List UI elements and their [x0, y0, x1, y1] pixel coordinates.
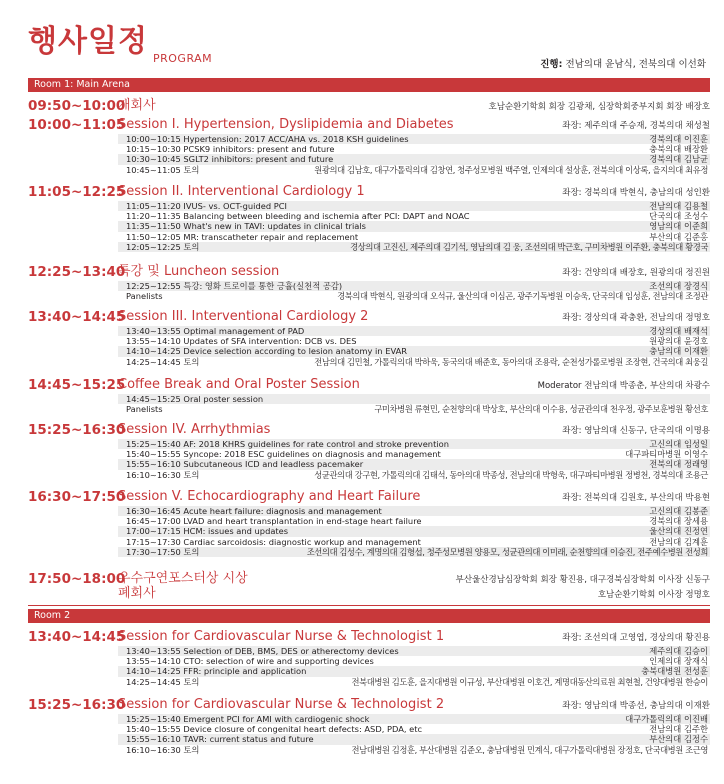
- page-title: 행사일정: [28, 24, 148, 59]
- discussant-list: 구미차병원 류현민, 순천향의대 박상호, 부산의대 이수용, 성균관의대 천우정, 광주보훈병원 황선호: [374, 404, 708, 415]
- room1-block: [28, 308, 710, 369]
- talk-title: Panelists: [126, 404, 163, 415]
- room1-block: [28, 97, 710, 117]
- talk-row: [118, 547, 710, 557]
- talk-title: 13:40~13:55 Selection of DEB, BMS, DES or atherectomy devices: [126, 646, 399, 656]
- talk-row: [118, 357, 710, 367]
- discussant-list: 경상의대 고진신, 제주의대 김기석, 영남의대 김 웅, 조선의대 박근호, 구미차병원 이주환, 충북의대 황경국: [350, 241, 708, 252]
- talk-row: [118, 516, 710, 526]
- session-title-secondary: 폐회사: [118, 586, 156, 601]
- talk-title: 15:40~15:55 Device closure of congenital heart defects: ASD, PDA, etc: [126, 724, 423, 735]
- talk-speaker: 부산의대 김준홍: [649, 231, 708, 242]
- talk-list: [118, 281, 710, 301]
- session-subchair: Moderator 전남의대 박종춘, 부산의대 차광수: [537, 381, 710, 391]
- talk-title: 10:30~10:45 SGLT2 inhibitors: present and future: [126, 154, 334, 165]
- session-chair: 좌장: 조선의대 고영엽, 경상의대 황진용: [562, 633, 710, 643]
- session-time: 15:25~16:30: [28, 697, 126, 713]
- talk-title: 14:25~14:45 토의: [126, 676, 200, 687]
- talk-row: [118, 666, 710, 676]
- talk-list: [118, 714, 710, 755]
- session-title: Session V. Echocardiography and Heart Failure: [118, 489, 421, 504]
- talk-row: [118, 242, 710, 252]
- talk-row: [118, 281, 710, 291]
- talk-row: [118, 134, 710, 144]
- talk-row: [118, 470, 710, 480]
- room1-block: [28, 570, 710, 601]
- talk-title: 17:00~17:15 HCM: issues and updates: [126, 526, 289, 537]
- talk-title: 12:05~12:25 토의: [126, 241, 200, 252]
- session-title: Session for Cardiovascular Nurse & Technologist 1: [118, 629, 445, 644]
- page-subtitle: PROGRAM: [153, 52, 213, 65]
- talk-title: 11:05~11:20 IVUS- vs. OCT-guided PCI: [126, 201, 287, 211]
- talk-row: [118, 404, 710, 414]
- talk-speaker: 전북의대 정래영: [649, 459, 708, 470]
- session-title: 우수구연포스터상 시상: [118, 571, 248, 586]
- talk-row: [118, 221, 710, 231]
- session-chair: 좌장: 제주의대 주승재, 경북의대 채성철: [562, 121, 710, 131]
- discussant-list: 경북의대 박현식, 원광의대 오석규, 울산의대 이심곤, 광주기독병원 이승욱, 단국의대 임성훈, 전남의대 조정관: [337, 291, 708, 302]
- talk-list: [118, 394, 710, 414]
- talk-speaker: 고신의대 김봉준: [649, 506, 708, 516]
- session-time: 13:40~14:45: [28, 629, 126, 645]
- discussant-list: 전북대병원 김도훈, 을지대병원 이규성, 부산대병원 이호건, 계명대동산의료원 최현철, 건양대병원 한승이: [351, 676, 708, 687]
- talk-title: 16:10~16:30 토의: [126, 469, 200, 480]
- talk-title: 10:45~11:05 토의: [126, 164, 200, 175]
- talk-speaker: 경북의대 이진훈: [649, 134, 708, 144]
- talk-speaker: 충북의대 배장환: [649, 144, 708, 155]
- talk-speaker: 고신의대 임성일: [649, 439, 708, 449]
- talk-row: [118, 745, 710, 755]
- talk-title: 13:55~14:10 Updates of SFA intervention: DCB vs. DES: [126, 336, 357, 347]
- talk-speaker: 조선의대 장경식: [649, 281, 708, 291]
- talk-row: [118, 459, 710, 469]
- talk-title: 14:25~14:45 토의: [126, 356, 200, 367]
- session-title: 특강 및 Luncheon session: [118, 264, 280, 279]
- talk-title: 14:10~14:25 Device selection according to lesion anatomy in EVAR: [126, 346, 408, 357]
- session-time: 16:30~17:50: [28, 489, 126, 505]
- talk-row: [118, 646, 710, 656]
- talk-speaker: 충북대병원 전성훈: [641, 666, 708, 677]
- talk-title: 16:30~16:45 Acute heart failure: diagnosis and management: [126, 506, 382, 516]
- talk-row: [118, 291, 710, 301]
- talk-speaker: 대구가톨릭의대 이진배: [625, 714, 708, 724]
- session-chair: 좌장: 영남의대 박종선, 충남의대 이재환: [562, 701, 710, 711]
- talk-speaker: 단국의대 조성수: [649, 211, 708, 222]
- talk-speaker: 전남의대 김주한: [649, 724, 708, 735]
- talk-row: [118, 394, 710, 404]
- talk-title: 13:55~14:10 CTO: selection of wire and supporting devices: [126, 656, 374, 667]
- talk-row: [118, 201, 710, 211]
- talk-speaker: 영남의대 이준희: [649, 221, 708, 232]
- talk-row: [118, 677, 710, 687]
- talk-row: [118, 232, 710, 242]
- room1-block: [28, 183, 710, 254]
- talk-row: [118, 526, 710, 536]
- session-chair: 부산울산경남심장학회 회장 황진용, 대구경북심장학회 이사장 신동구: [455, 575, 710, 585]
- talk-row: [118, 724, 710, 734]
- session-title: Session for Cardiovascular Nurse & Technologist 2: [118, 697, 445, 712]
- discussant-list: 전남대병원 김정훈, 부산대병원 김준오, 충남대병원 민계식, 대구가톨릭대병원 장정호, 단국대병원 조근영: [351, 744, 708, 755]
- room2-block: [28, 696, 710, 757]
- session-chair: 좌장: 경북의대 박현식, 충남의대 성인환: [562, 188, 710, 198]
- talk-row: [118, 346, 710, 356]
- talk-speaker: 전남의대 김계훈: [649, 536, 708, 547]
- talk-row: [118, 326, 710, 336]
- talk-list: [118, 201, 710, 252]
- talk-row: [118, 537, 710, 547]
- session-title: Session I. Hypertension, Dyslipidemia and Diabetes: [118, 117, 454, 132]
- room1-block: [28, 376, 710, 416]
- talk-title: 14:10~14:25 FFR: principle and application: [126, 666, 307, 677]
- session-title: Session IV. Arrhythmias: [118, 422, 271, 437]
- talk-speaker: 경상의대 배재석: [649, 326, 708, 336]
- session-time: 12:25~13:40: [28, 264, 126, 280]
- director-label: 진행:: [540, 59, 563, 70]
- talk-title: 10:00~10:15 Hypertension: 2017 ACC/AHA vs. 2018 KSH guidelines: [126, 134, 409, 144]
- session-time: 10:00~11:05: [28, 117, 126, 133]
- talk-title: Panelists: [126, 291, 163, 302]
- session-chair: 좌장: 건양의대 배장호, 원광의대 정진원: [562, 268, 710, 278]
- talk-row: [118, 506, 710, 516]
- talk-title: 16:45~17:00 LVAD and heart transplantation in end-stage heart failure: [126, 516, 422, 527]
- session-time: 11:05~12:25: [28, 184, 126, 200]
- talk-list: [118, 134, 710, 175]
- room1-block: [28, 263, 710, 303]
- session-title: 개회사: [118, 98, 156, 113]
- room1-block: [28, 421, 710, 482]
- talk-row: [118, 449, 710, 459]
- talk-row: [118, 144, 710, 154]
- session-time: 13:40~14:45: [28, 309, 126, 325]
- session-time: 15:25~16:30: [28, 422, 126, 438]
- talk-speaker: 전남의대 김용철: [649, 201, 708, 211]
- room2-block: [28, 628, 710, 689]
- discussant-list: 원광의대 김남호, 대구가톨릭의대 김창연, 청주성모병원 백주열, 인제의대 설상훈, 전북의대 이상록, 을지의대 최유정: [314, 164, 708, 175]
- room-header-2: Room 2: [28, 609, 710, 623]
- session-chair: 좌장: 경상의대 곽충환, 전남의대 정명호: [562, 313, 710, 323]
- talk-row: [118, 439, 710, 449]
- talk-title: 17:30~17:50 토의: [126, 546, 200, 557]
- talk-title: 15:55~16:10 Subcutaneous ICD and leadless pacemaker: [126, 459, 364, 470]
- session-time: 17:50~18:00: [28, 571, 126, 587]
- talk-speaker: 울산의대 진정연: [649, 526, 708, 537]
- talk-title: 15:40~15:55 Syncope: 2018 ESC guidelines on diagnosis and management: [126, 449, 441, 460]
- talk-speaker: 경북의대 장세용: [649, 516, 708, 527]
- talk-list: [118, 439, 710, 480]
- talk-row: [118, 714, 710, 724]
- discussant-list: 조선의대 김성수, 계명의대 김형섭, 청주성모병원 양용모, 성균관의대 이미래, 순천향의대 이승진, 전주예수병원 전성희: [306, 546, 708, 557]
- director-credit: [540, 56, 706, 70]
- session-time: 14:45~15:25: [28, 377, 126, 393]
- talk-row: [118, 154, 710, 164]
- talk-speaker: 경북의대 김남균: [649, 154, 708, 165]
- talk-title: 11:35~11:50 What's new in TAVI: updates in clinical trials: [126, 221, 366, 232]
- talk-title: 15:55~16:10 TAVR: current status and future: [126, 734, 314, 745]
- talk-list: [118, 506, 710, 557]
- talk-speaker: 대구파티마병원 이영수: [625, 449, 708, 460]
- room-header-1: Room 1: Main Arena: [28, 78, 710, 92]
- talk-speaker: 인제의대 장재식: [649, 656, 708, 667]
- talk-title: 15:25~15:40 AF: 2018 KHRS guidelines for rate control and stroke prevention: [126, 439, 449, 449]
- talk-row: [118, 165, 710, 175]
- talk-row: [118, 656, 710, 666]
- session-time: 09:50~10:00: [28, 98, 126, 114]
- session-title: Session II. Interventional Cardiology 1: [118, 184, 365, 199]
- talk-row: [118, 336, 710, 346]
- talk-title: 13:40~13:55 Optimal management of PAD: [126, 326, 305, 336]
- director-text: 전남의대 윤남식, 전북의대 이선화: [565, 59, 706, 70]
- discussant-list: 전남의대 김민철, 가톨릭의대 박하욱, 동국의대 배준호, 동아의대 조용락, 순천성가롤로병원 조장현, 건국의대 최웅길: [314, 356, 708, 367]
- session-title: Session III. Interventional Cardiology 2: [118, 309, 369, 324]
- talk-speaker: 부산의대 김정수: [649, 734, 708, 745]
- session-chair: 좌장: 영남의대 신동구, 단국의대 이명용: [562, 426, 710, 436]
- talk-list: [118, 326, 710, 367]
- talk-title: 11:20~11:35 Balancing between bleeding and ischemia after PCI: DAPT and NOAC: [126, 211, 470, 222]
- room1-block: [28, 116, 710, 177]
- talk-title: 17:15~17:30 Cardiac sarcoidosis: diagnostic workup and management: [126, 536, 421, 547]
- talk-row: [118, 211, 710, 221]
- talk-speaker: 충남의대 이재환: [649, 346, 708, 357]
- talk-title: 10:15~10:30 PCSK9 inhibitors: present and future: [126, 144, 335, 155]
- session-subchair: 호남순환기학회 회장 김광채, 심장학회중부지회 회장 배장호: [488, 102, 710, 112]
- talk-speaker: 제주의대 김승이: [649, 646, 708, 656]
- session-title: Coffee Break and Oral Poster Session: [118, 377, 360, 392]
- talk-speaker: 원광의대 윤경호: [649, 336, 708, 347]
- talk-list: [118, 646, 710, 687]
- discussant-list: 성균관의대 강구현, 가톨릭의대 김태석, 동아의대 박종성, 전남의대 박형욱, 대구파티마병원 정병천, 경북의대 조용근: [314, 469, 708, 480]
- talk-title: 14:45~15:25 Oral poster session: [126, 394, 264, 404]
- talk-title: 12:25~12:55 특강: 영화 트로이를 통한 긍휼(실천적 공감): [126, 281, 343, 291]
- room1-block: [28, 488, 710, 559]
- talk-title: 11:50~12:05 MR: transcatheter repair and replacement: [126, 231, 359, 242]
- room-divider: [28, 605, 710, 606]
- talk-title: 15:25~15:40 Emergent PCI for AMI with cardiogenic shock: [126, 714, 370, 724]
- session-subchair: 호남순환기학회 이사장 정명호: [597, 590, 710, 600]
- talk-title: 16:10~16:30 토의: [126, 744, 200, 755]
- session-chair: 좌장: 전북의대 김원호, 부산의대 박용현: [562, 493, 710, 503]
- talk-row: [118, 734, 710, 744]
